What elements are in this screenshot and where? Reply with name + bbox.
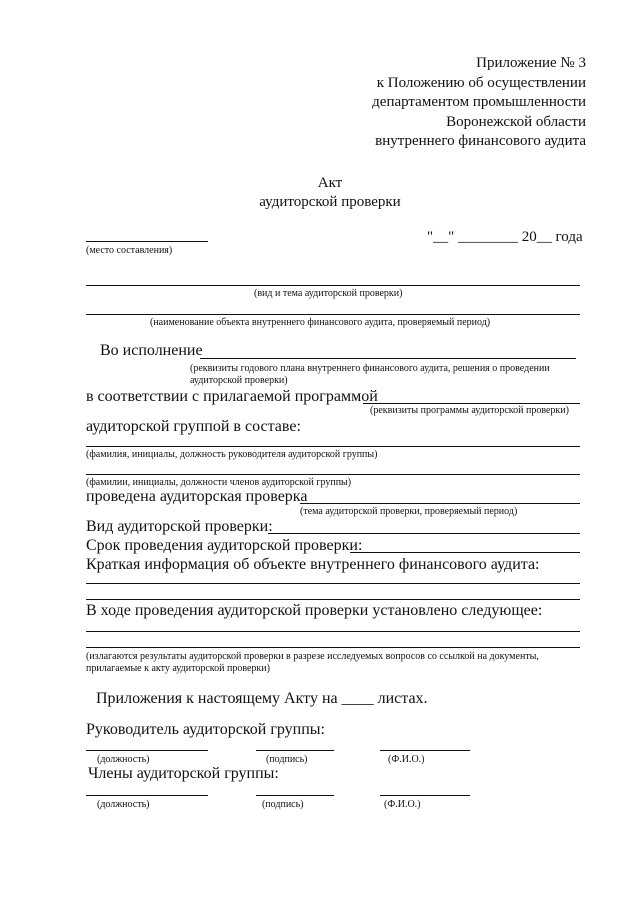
- execution-label: Во исполнение: [100, 342, 203, 359]
- findings-field-1[interactable]: [86, 631, 580, 632]
- results-caption-1: (излагаются результаты аудиторской проверки в разрезе исследуемых вопросов со ссылкой на документы,: [86, 651, 539, 662]
- group-label: аудиторской группой в составе:: [86, 418, 301, 435]
- member-name-caption: (Ф.И.О.): [384, 799, 421, 810]
- audit-type-theme-caption: (вид и тема аудиторской проверки): [254, 288, 403, 299]
- object-name-caption: (наименование объекта внутреннего финансового аудита, проверяемый период): [150, 317, 491, 328]
- requisites-caption-2: аудиторской проверки): [190, 375, 288, 386]
- group-members-field[interactable]: [86, 474, 580, 475]
- program-label: в соответствии с прилагаемой программой: [86, 388, 378, 405]
- head-signature-caption: (подпись): [266, 754, 308, 765]
- annex-line: департаментом промышленности: [372, 94, 586, 110]
- conducted-label: проведена аудиторская проверка: [86, 488, 308, 505]
- requisites-caption-1: (реквизиты годового плана внутреннего финансового аудита, решения о проведении: [190, 363, 550, 374]
- members-label: Члены аудиторской группы:: [88, 765, 279, 782]
- type-field[interactable]: [268, 533, 580, 534]
- member-position-caption: (должность): [97, 799, 150, 810]
- audit-type-theme-field[interactable]: [86, 285, 580, 286]
- brief-field-1[interactable]: [86, 583, 580, 584]
- annex-header: [372, 54, 586, 152]
- type-label: Вид аудиторской проверки:: [86, 518, 273, 535]
- check-theme-caption: (тема аудиторской проверки, проверяемый период): [300, 506, 518, 517]
- head-info-caption: (фамилия, инициалы, должность руководителя аудиторской группы): [86, 449, 378, 460]
- attachments-text: Приложения к настоящему Акту на ____ листах.: [96, 690, 428, 707]
- execution-field[interactable]: [200, 358, 576, 359]
- head-signature-field[interactable]: [256, 750, 334, 751]
- doc-title: Акт: [317, 175, 343, 191]
- program-caption: (реквизиты программы аудиторской проверки): [370, 405, 569, 416]
- members-info-caption: (фамилии, инициалы, должности членов аудиторской группы): [86, 477, 352, 488]
- head-label: Руководитель аудиторской группы:: [86, 721, 325, 738]
- results-caption-2: прилагаемые к акту аудиторской проверки): [86, 663, 270, 674]
- brief-field-2[interactable]: [86, 599, 580, 600]
- member-name-field[interactable]: [380, 795, 470, 796]
- findings-field-2[interactable]: [86, 647, 580, 648]
- period-label: Срок проведения аудиторской проверки:: [86, 537, 363, 554]
- annex-line: Воронежской области: [446, 113, 586, 130]
- period-field[interactable]: [350, 552, 580, 553]
- member-signature-field[interactable]: [256, 795, 334, 796]
- head-name-caption: (Ф.И.О.): [388, 754, 425, 765]
- member-position-field[interactable]: [86, 795, 208, 796]
- head-name-field[interactable]: [380, 750, 470, 751]
- program-field[interactable]: [363, 403, 580, 404]
- brief-label: Краткая информация об объекте внутреннего финансового аудита:: [86, 556, 540, 573]
- annex-line: внутреннего финансового аудита: [375, 133, 586, 149]
- group-head-field[interactable]: [86, 446, 580, 447]
- place-field[interactable]: [86, 241, 208, 242]
- date-field[interactable]: "__" ________ 20__ года: [427, 229, 583, 245]
- object-name-field[interactable]: [86, 314, 580, 315]
- head-position-field[interactable]: [86, 750, 208, 751]
- findings-label: В ходе проведения аудиторской проверки установлено следующее:: [86, 602, 543, 619]
- doc-subtitle: аудиторской проверки: [259, 194, 401, 210]
- member-signature-caption: (подпись): [262, 799, 304, 810]
- head-position-caption: (должность): [97, 754, 150, 765]
- conducted-field[interactable]: [300, 503, 580, 504]
- annex-line: Приложение № 3: [476, 55, 586, 71]
- place-caption: (место составления): [86, 245, 173, 256]
- annex-line: к Положению об осуществлении: [376, 74, 586, 91]
